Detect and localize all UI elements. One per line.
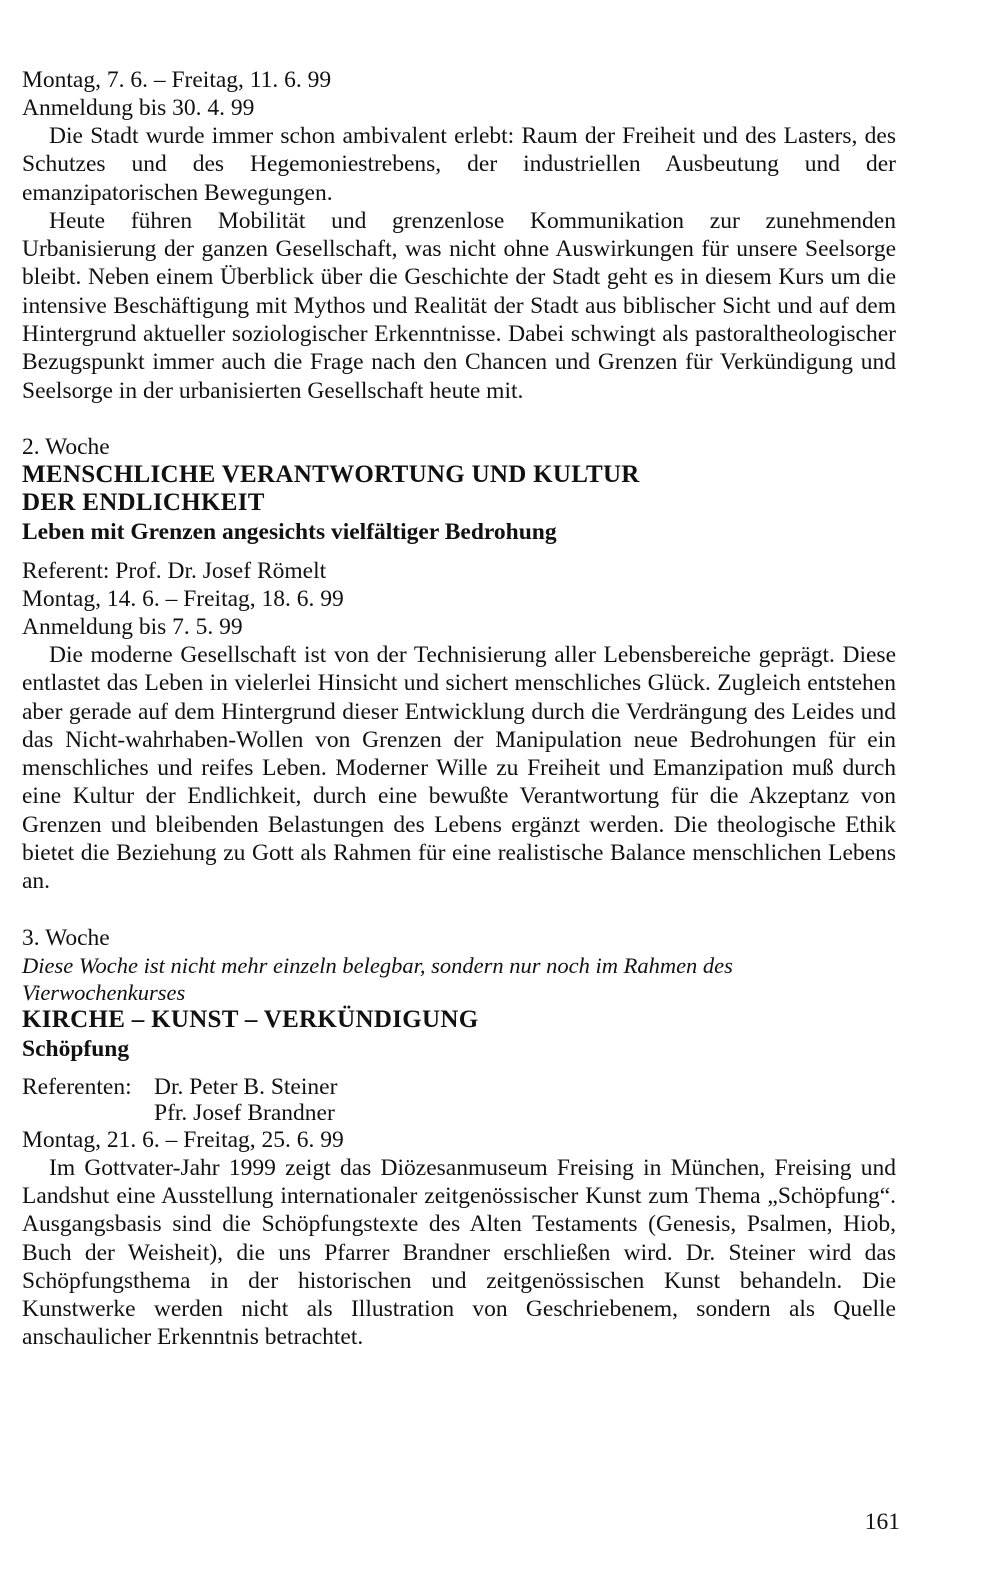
page-number: 161 — [864, 1509, 900, 1535]
enrollment-note: Diese Woche ist nicht mehr einzeln belegbar, sondern nur noch im Rahmen des Vierwochenkurses — [22, 952, 733, 1005]
course-description-paragraph: Heute führen Mobilität und grenzenlose Kommunikation zur zunehmenden Urbanisierung der ganzen Gesellschaft, was nicht ohne Auswirkungen für unsere Seelsorge bleibt. Neben einem Überblick über die Geschichte der Stadt geht es in diesem Kurs um die intensive Beschäftigung mit Mythos und Realität der Stadt aus biblischer Sicht und auf dem Hintergrund aktueller soziologischer Erkenntnisse. Dabei schwingt als pastoraltheologischer Bezugspunkt immer auch die Frage nach den Chancen und Grenzen für Verkündigung und Seelsorge in der urbanisierten Gesellschaft heute mit. — [22, 207, 896, 404]
registration-deadline: Anmeldung bis 30. 4. 99 — [22, 95, 255, 121]
course-date: Montag, 7. 6. – Freitag, 11. 6. 99 — [22, 67, 332, 93]
course-speaker: Dr. Peter B. Steiner — [154, 1073, 338, 1100]
course-speaker: Pfr. Josef Brandner — [154, 1099, 335, 1126]
course-description-paragraph: Im Gottvater-Jahr 1999 zeigt das Diözesanmuseum Freising in München, Freising und Landshut eine Ausstellung internationaler zeitgenössischer Kunst zum Thema „Schöpfung“. Ausgangsbasis sind die Schöpfungstexte des Alten Testaments (Genesis, Psalmen, Hiob, Buch der Weisheit), die uns Pfarrer Brandner erschließen wird. Dr. Steiner wird das Schöpfungsthema in der historischen und zeitgenössischen Kunst behandeln. Die Kunstwerke werden nicht als Illustration von Geschriebenem, sondern als Quelle anschaulicher Erkenntnis betrachtet. — [22, 1154, 896, 1351]
text-column — [22, 66, 896, 1352]
course-subtitle: Schöpfung — [22, 1035, 130, 1062]
course-title: DER ENDLICHKEIT — [22, 488, 265, 516]
week-label: 2. Woche — [22, 433, 110, 460]
course-subtitle: Leben mit Grenzen angesichts vielfältiger Bedrohung — [22, 518, 557, 545]
course-description-paragraph: Die Stadt wurde immer schon ambivalent erlebt: Raum der Freiheit und des Lasters, des Schutzes und des Hegemoniestrebens, der industriellen Ausbeutung und der emanzipatorischen Bewegungen. — [22, 123, 896, 206]
registration-deadline: Anmeldung bis 7. 5. 99 — [22, 613, 243, 640]
speakers-label: Referenten: — [22, 1073, 132, 1100]
course-title: KIRCHE – KUNST – VERKÜNDIGUNG — [22, 1005, 479, 1033]
course-date: Montag, 14. 6. – Freitag, 18. 6. 99 — [22, 585, 344, 612]
course-speaker: Referent: Prof. Dr. Josef Römelt — [22, 557, 327, 584]
course-description-paragraph: Die moderne Gesellschaft ist von der Technisierung aller Lebensbereiche geprägt. Diese entlastet das Leben in vielerlei Hinsicht und sichert menschliches Glück. Zugleich entstehen aber gerade auf dem Hintergrund dieser Entwicklung durch die Verdrängung des Leides und das Nicht-wahrhaben-Wollen von Grenzen der Manipulation neue Bedrohungen für ein menschliches und reifes Leben. Moderner Wille zu Freiheit und Emanzipation muß durch eine Kultur der Endlichkeit, durch eine bewußte Verantwortung für die Akzeptanz von Grenzen und bleibenden Belastungen des Lebens ergänzt werden. Die theologische Ethik bietet die Beziehung zu Gott als Rahmen für eine realistische Balance menschlichen Lebens an. — [22, 641, 896, 895]
week-label: 3. Woche — [22, 924, 110, 951]
speakers-row — [22, 1074, 896, 1100]
course-title: MENSCHLICHE VERANTWORTUNG UND KULTUR — [22, 460, 640, 488]
speakers-row — [22, 1100, 896, 1126]
course-date: Montag, 21. 6. – Freitag, 25. 6. 99 — [22, 1126, 344, 1153]
